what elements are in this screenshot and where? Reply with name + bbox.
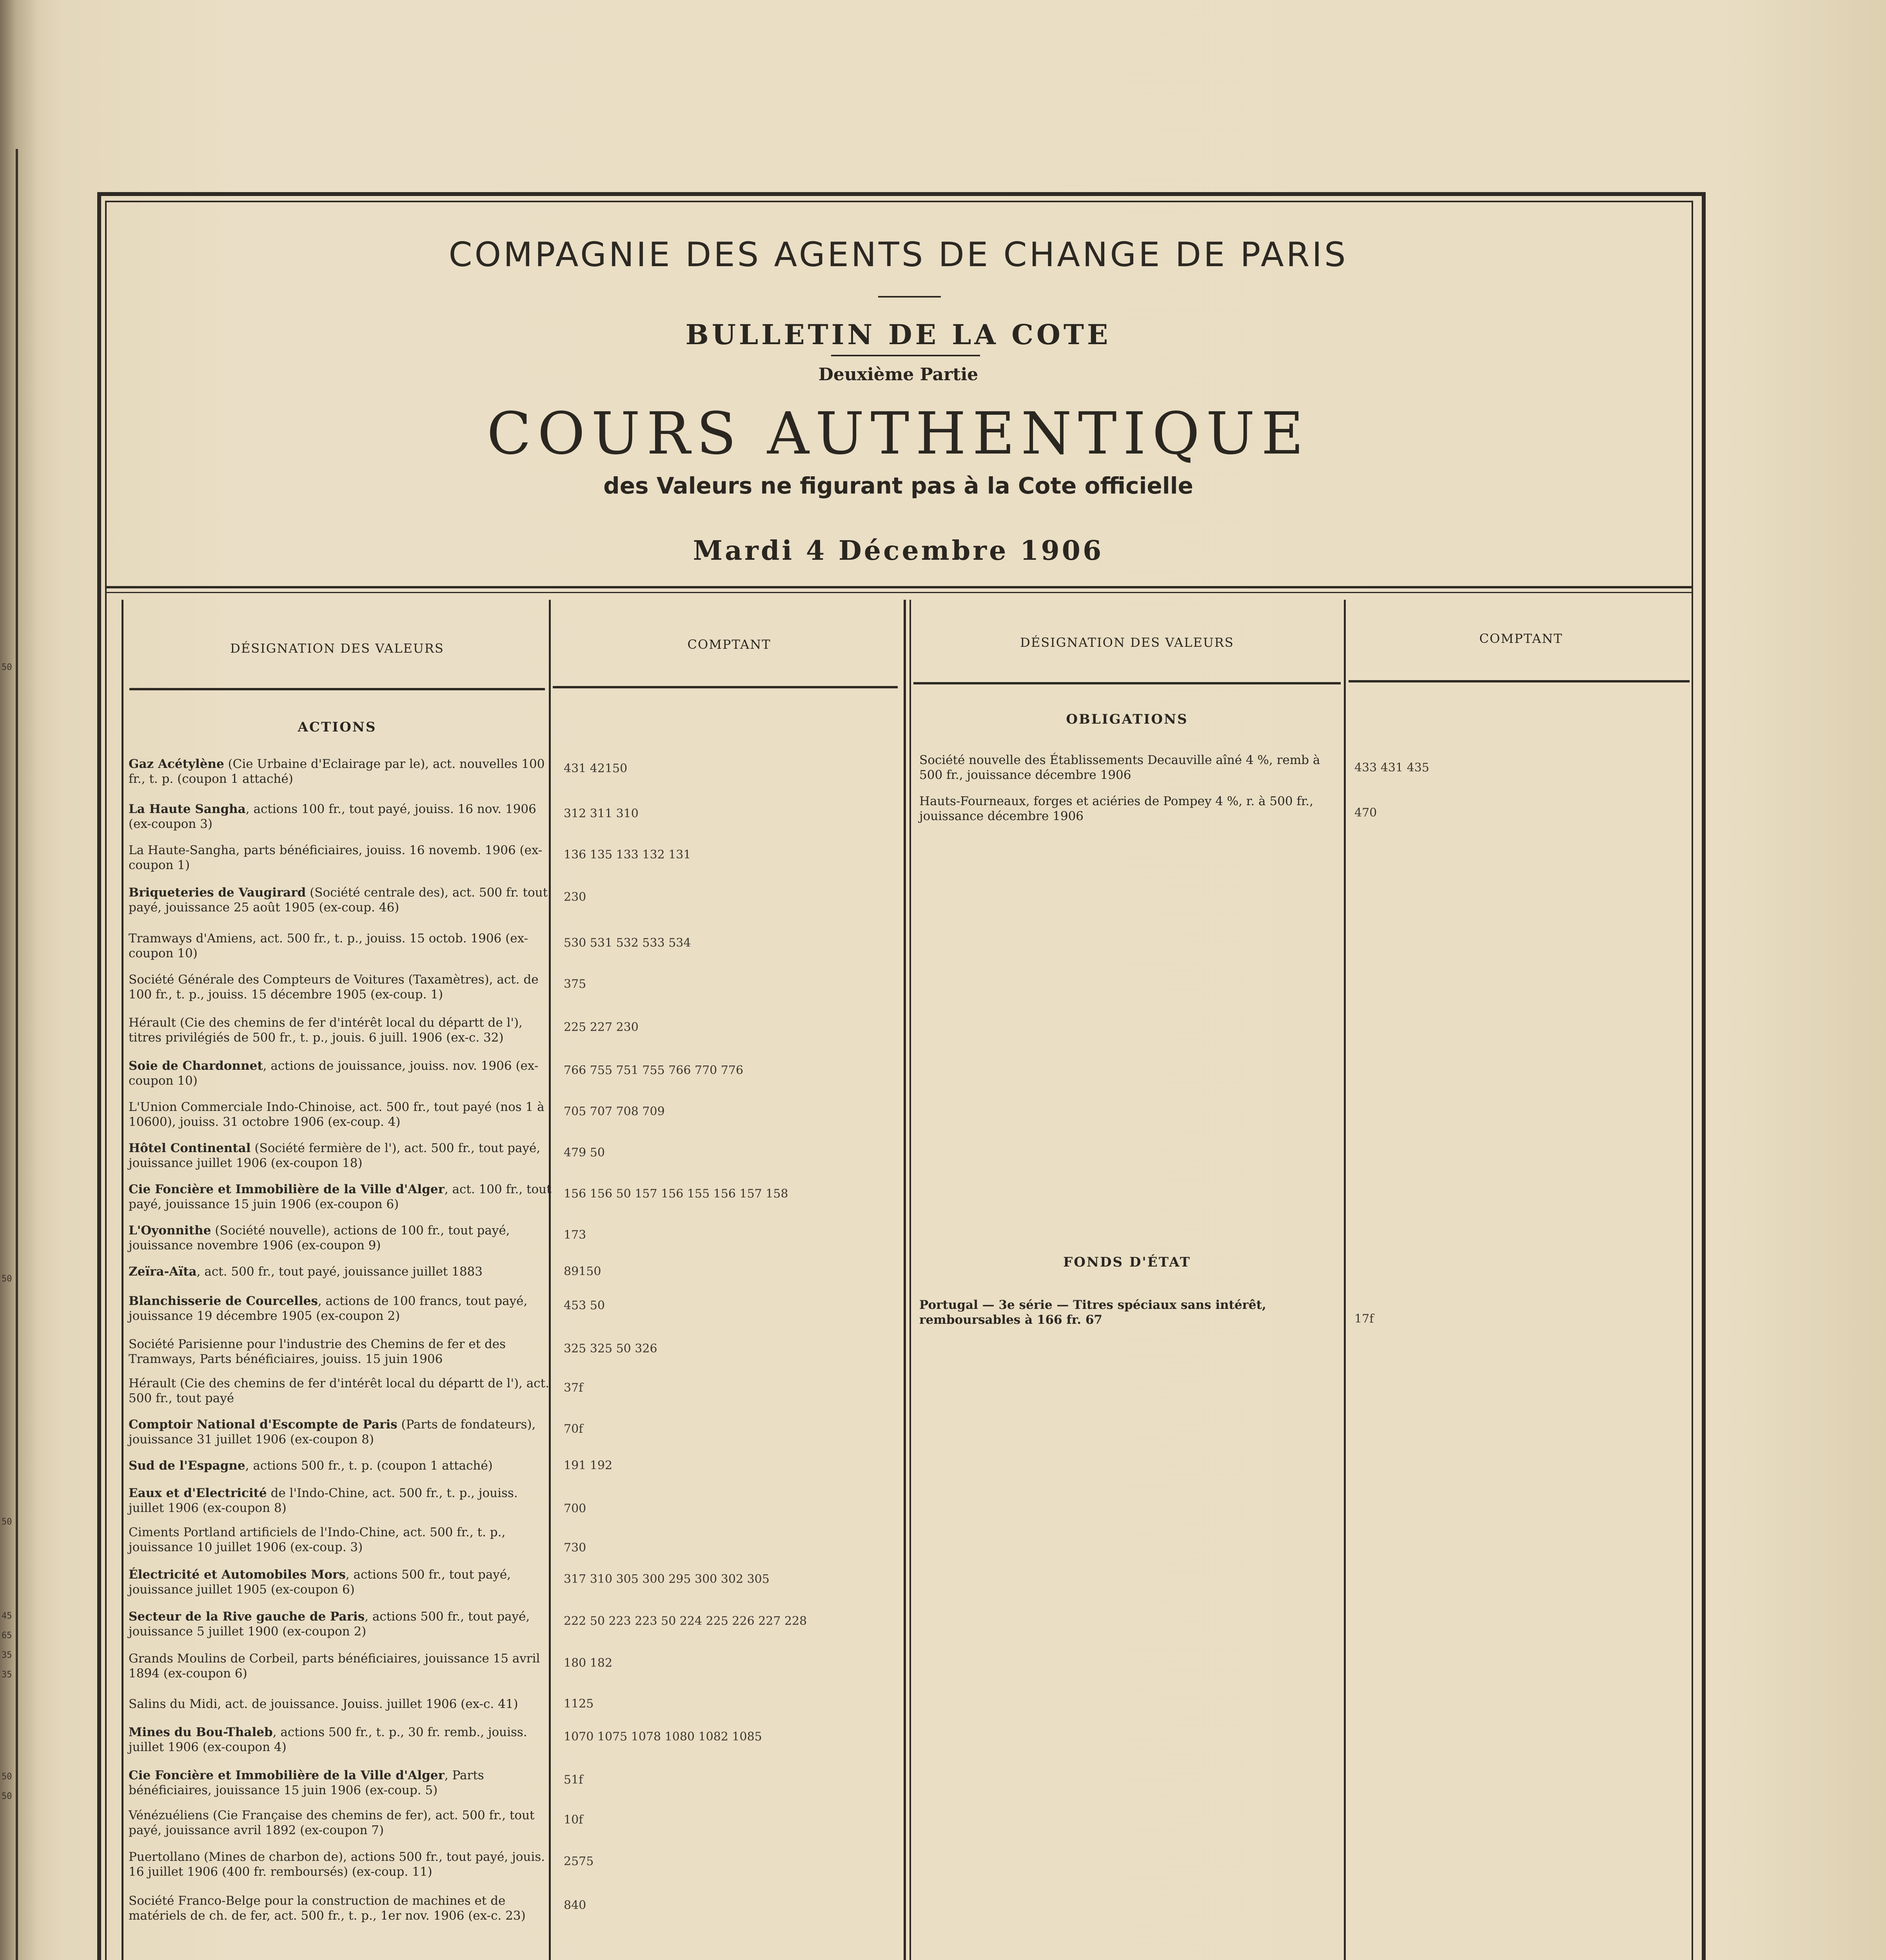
partie-label: Deuxième Partie xyxy=(818,365,978,385)
security-price: 17f xyxy=(1354,1312,1374,1326)
security-price: 325 325 50 326 xyxy=(564,1342,657,1356)
security-price: 700 xyxy=(564,1502,586,1515)
security-description: Eaux et d'Electricité de l'Indo-Chine, act. 500 fr., t. p., jouiss. juillet 1906 (ex-coupon 8) xyxy=(129,1486,518,1515)
security-description: L'Oyonnithe (Société nouvelle), actions de 100 fr., tout payé, jouissance novembre 1906 (ex-coupon 9) xyxy=(129,1223,510,1252)
security-description: Hérault (Cie des chemins de fer d'intérêt local du départt de l'), titres privilégiés de 500 fr., t. p., jouis. 6 juill. 1906 (ex-c. 32) xyxy=(129,1016,523,1045)
section-title-fonds: FONDS D'ÉTAT xyxy=(1063,1254,1191,1270)
margin-number: 50 xyxy=(2,1791,12,1801)
security-price: 156 156 50 157 156 155 156 157 158 xyxy=(564,1187,788,1201)
security-description: Blanchisserie de Courcelles, actions de 100 francs, tout payé, jouissance 19 décembre 1905 (ex-coupon 2) xyxy=(129,1294,528,1323)
margin-number: 50 xyxy=(2,1274,12,1284)
security-description: La Haute Sangha, actions 100 fr., tout payé, jouiss. 16 nov. 1906 (ex-coupon 3) xyxy=(129,802,536,831)
security-description: Salins du Midi, act. de jouissance. Jouiss. juillet 1906 (ex-c. 41) xyxy=(129,1697,518,1711)
column-header-comptant: COMPTANT xyxy=(1479,631,1563,646)
margin-number: 35 xyxy=(2,1650,12,1660)
security-price: 730 xyxy=(564,1541,586,1555)
security-description: Grands Moulins de Corbeil, parts bénéficiaires, jouissance 15 avril 1894 (ex-coupon 6) xyxy=(129,1651,540,1681)
security-description: Zeïra-Aïta, act. 500 fr., tout payé, jouissance juillet 1883 xyxy=(129,1265,483,1279)
column-header-designation: DÉSIGNATION DES VALEURS xyxy=(1020,635,1234,650)
security-description: Briqueteries de Vaugirard (Société centrale des), act. 500 fr. tout payé, jouissance 25 août 1905 (ex-coup. 46) xyxy=(129,886,548,915)
security-description: Mines du Bou-Thaleb, actions 500 fr., t. p., 30 fr. remb., jouiss. juillet 1906 (ex-coupon 4) xyxy=(129,1725,527,1754)
security-price: 479 50 xyxy=(564,1146,605,1160)
security-description: Société Générale des Compteurs de Voitures (Taxamètres), act. de 100 fr., t. p., jouiss. 15 décembre 1905 (ex-coup. 1) xyxy=(129,973,539,1002)
header-underline xyxy=(913,682,1341,684)
security-description: Ciments Portland artificiels de l'Indo-Chine, act. 500 fr., t. p., jouissance 10 juillet 1906 (ex-coup. 3) xyxy=(129,1525,506,1554)
security-price: 37f xyxy=(564,1381,583,1395)
margin-number: 50 xyxy=(2,1772,12,1782)
security-description: Électricité et Automobiles Mors, actions 500 fr., tout payé, jouissance juillet 1905 (ex-coupon 6) xyxy=(129,1568,511,1597)
security-price: 453 50 xyxy=(564,1299,605,1312)
security-price: 1070 1075 1078 1080 1082 1085 xyxy=(564,1730,762,1744)
margin-number: 50 xyxy=(2,662,12,672)
security-description: Soie de Chardonnet, actions de jouissance, jouiss. nov. 1906 (ex-coupon 10) xyxy=(129,1059,539,1088)
security-description: Société Parisienne pour l'industrie des Chemins de fer et des Tramways, Parts bénéficiaires, jouiss. 15 juin 1906 xyxy=(129,1337,506,1366)
margin-number: 35 xyxy=(2,1670,12,1680)
security-price: 222 50 223 223 50 224 225 226 227 228 xyxy=(564,1614,807,1628)
security-price: 2575 xyxy=(564,1855,594,1868)
table-top-rule xyxy=(105,592,1692,593)
security-price: 136 135 133 132 131 xyxy=(564,848,691,862)
security-description: Société nouvelle des Établissements Decauville aîné 4 %, remb à 500 fr., jouissance décembre 1906 xyxy=(919,753,1320,782)
security-description: Tramways d'Amiens, act. 500 fr., t. p., jouiss. 15 octob. 1906 (ex-coupon 10) xyxy=(129,931,528,960)
security-description: Puertollano (Mines de charbon de), actions 500 fr., tout payé, jouis. 16 juillet 1906 (400 fr. remboursés) (ex-coup. 11) xyxy=(129,1850,545,1879)
security-price: 705 707 708 709 xyxy=(564,1105,665,1118)
security-price: 433 431 435 xyxy=(1354,761,1429,775)
adjacent-page-edge xyxy=(0,0,37,1960)
security-price: 431 42150 xyxy=(564,762,628,775)
security-price: 70f xyxy=(564,1422,583,1436)
column-rule xyxy=(122,600,123,1960)
security-description: Hérault (Cie des chemins de fer d'intérêt local du départt de l'), act. 500 fr., tout payé xyxy=(129,1376,549,1405)
security-description: La Haute-Sangha, parts bénéficiaires, jouiss. 16 novemb. 1906 (ex-coupon 1) xyxy=(129,843,543,872)
page-title: COURS AUTHENTIQUE xyxy=(486,400,1310,467)
header-underline xyxy=(553,686,898,688)
header-underline xyxy=(1349,680,1690,682)
table-top-rule xyxy=(105,586,1692,588)
security-description: Cie Foncière et Immobilière de la Ville d'Alger, act. 100 fr., tout payé, jouissance 15 juin 1906 (ex-coupon 6) xyxy=(129,1182,552,1211)
bulletin-date: Mardi 4 Décembre 1906 xyxy=(693,535,1104,566)
security-price: 89150 xyxy=(564,1265,601,1278)
security-price: 375 xyxy=(564,977,586,991)
margin-number: 50 xyxy=(2,1517,12,1527)
security-description: Société Franco-Belge pour la construction de machines et de matériels de ch. de fer, act. 500 fr., t. p., 1er nov. 1906 (ex-c. 23) xyxy=(129,1894,526,1923)
bulletin-title: BULLETIN DE LA COTE xyxy=(685,318,1111,351)
column-rule xyxy=(1344,600,1346,1960)
security-price: 173 xyxy=(564,1228,586,1242)
security-description: L'Union Commerciale Indo-Chinoise, act. 500 fr., tout payé (nos 1 à 10600), jouiss. 31 octobre 1906 (ex-coup. 4) xyxy=(129,1100,545,1129)
section-title-actions: ACTIONS xyxy=(298,719,377,735)
page-subtitle: des Valeurs ne figurant pas à la Cote officielle xyxy=(603,472,1193,499)
security-description: Vénézuéliens (Cie Française des chemins de fer), act. 500 fr., tout payé, jouissance avril 1892 (ex-coupon 7) xyxy=(129,1808,535,1837)
security-description: Gaz Acétylène (Cie Urbaine d'Eclairage par le), act. nouvelles 100 fr., t. p. (coupon 1 attaché) xyxy=(129,757,545,786)
security-price: 225 227 230 xyxy=(564,1020,639,1034)
section-title-obligations: OBLIGATIONS xyxy=(1066,711,1188,727)
header-underline xyxy=(129,688,545,690)
security-price: 530 531 532 533 534 xyxy=(564,936,691,950)
security-description: Hauts-Fourneaux, forges et aciéries de Pompey 4 %, r. à 500 fr., jouissance décembre 1906 xyxy=(919,794,1314,823)
column-header-designation: DÉSIGNATION DES VALEURS xyxy=(230,641,444,656)
company-title: COMPAGNIE DES AGENTS DE CHANGE DE PARIS xyxy=(448,235,1348,274)
security-price: 470 xyxy=(1354,806,1377,820)
security-price: 312 311 310 xyxy=(564,807,639,820)
security-price: 180 182 xyxy=(564,1656,613,1670)
security-description: Secteur de la Rive gauche de Paris, actions 500 fr., tout payé, jouissance 5 juillet 1900 (ex-coupon 2) xyxy=(129,1610,530,1639)
header-rule xyxy=(878,296,941,298)
security-description: Hôtel Continental (Société fermière de l'), act. 500 fr., tout payé, jouissance juillet 1906 (ex-coupon 18) xyxy=(129,1141,541,1170)
column-header-comptant: COMPTANT xyxy=(687,637,771,652)
security-description: Cie Foncière et Immobilière de la Ville d'Alger, Parts bénéficiaires, jouissance 15 juin 1906 (ex-coup. 5) xyxy=(129,1768,484,1797)
security-description: Sud de l'Espagne, actions 500 fr., t. p. (coupon 1 attaché) xyxy=(129,1459,493,1473)
margin-number: 65 xyxy=(2,1631,12,1641)
security-price: 840 xyxy=(564,1898,586,1912)
security-price: 230 xyxy=(564,890,586,904)
security-price: 1125 xyxy=(564,1697,594,1711)
security-price: 191 192 xyxy=(564,1459,613,1472)
security-price: 317 310 305 300 295 300 302 305 xyxy=(564,1572,770,1586)
security-price: 51f xyxy=(564,1773,583,1787)
column-rule xyxy=(904,600,906,1960)
security-description: Portugal — 3e série — Titres spéciaux sans intérêt, remboursables à 166 fr. 67 xyxy=(919,1298,1266,1327)
security-price: 10f xyxy=(564,1813,583,1827)
security-description: Comptoir National d'Escompte de Paris (Parts de fondateurs), jouissance 31 juillet 1906 (ex-coupon 8) xyxy=(129,1417,536,1446)
security-price: 766 755 751 755 766 770 776 xyxy=(564,1063,744,1077)
margin-number: 45 xyxy=(2,1611,12,1621)
column-rule xyxy=(909,600,911,1960)
header-rule xyxy=(831,355,980,356)
